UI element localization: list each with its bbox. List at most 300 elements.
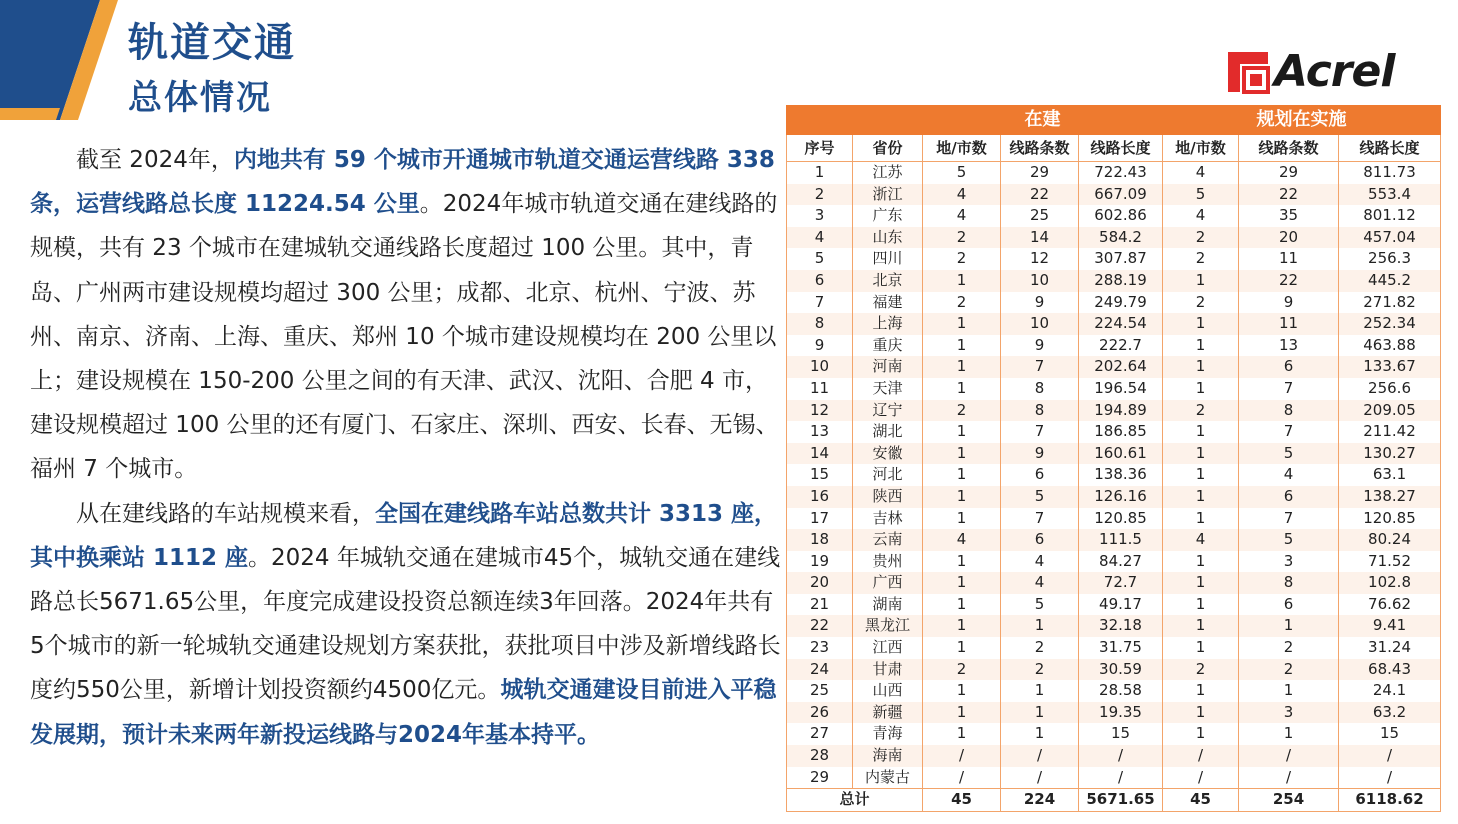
table-cell: 1 (923, 443, 1001, 465)
table-cell: 28 (787, 745, 853, 767)
acrel-logo (1226, 48, 1394, 96)
table-cell: 3 (1239, 551, 1339, 573)
p2-highlight-1: 全国在建线路车站总数共计 3313 座，其中换乘站 1112 座 (30, 500, 778, 571)
table-cell: 1 (1239, 615, 1339, 637)
table-cell: 4 (1001, 551, 1079, 573)
table-cell: 6 (1239, 594, 1339, 616)
table-cell: 68.43 (1339, 659, 1441, 681)
table-cell: 17 (787, 508, 853, 530)
table-cell: 湖北 (853, 421, 923, 443)
table-cell: 1 (923, 335, 1001, 357)
table-cell: 1 (923, 270, 1001, 292)
table-cell: 249.79 (1079, 292, 1163, 314)
table-cell: 6 (1001, 529, 1079, 551)
table-cell: 山西 (853, 680, 923, 702)
table-row (787, 572, 1441, 594)
table-cell: 8 (1001, 378, 1079, 400)
table-cell: 1 (1163, 615, 1239, 637)
table-cell: / (1239, 745, 1339, 767)
table-cell: 12 (787, 400, 853, 422)
table-cell: 2 (1163, 400, 1239, 422)
table-cell: 1 (1163, 335, 1239, 357)
table-cell: 1 (1163, 508, 1239, 530)
table-cell: 1 (923, 637, 1001, 659)
table-cell: 9 (1001, 335, 1079, 357)
table-cell: 31.75 (1079, 637, 1163, 659)
table-cell: 30.59 (1079, 659, 1163, 681)
table-cell: 1 (1239, 723, 1339, 745)
table-cell: 63.2 (1339, 702, 1441, 724)
table-cell: 463.88 (1339, 335, 1441, 357)
table-cell: 2 (1001, 637, 1079, 659)
table-cell: 20 (787, 572, 853, 594)
table-cell: 7 (1001, 356, 1079, 378)
group-header-under-construction: 在建 (923, 106, 1163, 135)
table-cell: 2 (1163, 248, 1239, 270)
table-cell: 211.42 (1339, 421, 1441, 443)
table-cell: 6 (787, 270, 853, 292)
table-cell: 5 (923, 162, 1001, 184)
table-cell: 13 (1239, 335, 1339, 357)
table-cell: 1 (923, 486, 1001, 508)
table-cell: 584.2 (1079, 227, 1163, 249)
total-cell: 254 (1239, 789, 1339, 812)
table-cell: 广东 (853, 205, 923, 227)
table-cell: 553.4 (1339, 184, 1441, 206)
table-cell: 1 (1001, 680, 1079, 702)
table-cell: 1 (923, 551, 1001, 573)
table-cell: 7 (1239, 508, 1339, 530)
table-cell: 11 (1239, 313, 1339, 335)
table-cell: 24.1 (1339, 680, 1441, 702)
table-cell: 贵州 (853, 551, 923, 573)
table-cell: 202.64 (1079, 356, 1163, 378)
table-cell: / (1079, 745, 1163, 767)
table-cell: 7 (1001, 421, 1079, 443)
table-cell: 9 (1001, 443, 1079, 465)
table-cell: 11 (787, 378, 853, 400)
table-cell: 222.7 (1079, 335, 1163, 357)
table-cell: 1 (923, 508, 1001, 530)
table-cell: 15 (787, 464, 853, 486)
table-cell: 15 (1079, 723, 1163, 745)
table-cell: 722.43 (1079, 162, 1163, 184)
table-cell: 7 (1239, 421, 1339, 443)
table-cell: 1 (1239, 680, 1339, 702)
table-cell: 224.54 (1079, 313, 1163, 335)
table-cell: 1 (923, 723, 1001, 745)
column-header: 线路条数 (1001, 135, 1079, 162)
table-cell: 1 (923, 464, 1001, 486)
table-cell: / (1001, 767, 1079, 789)
table-cell: 22 (1239, 270, 1339, 292)
p2-highlight-2: 城轨交通建设目前进入平稳发展期，预计未来两年新投运线路与2024年基本持平。 (30, 677, 777, 748)
table-row (787, 486, 1441, 508)
table-cell: 5 (1239, 443, 1339, 465)
table-cell: 1 (1163, 378, 1239, 400)
table-cell: 1 (1163, 443, 1239, 465)
table-cell: 湖南 (853, 594, 923, 616)
page-title: 轨道交通 (128, 20, 296, 66)
table-cell: 1 (923, 594, 1001, 616)
table-total-row (787, 789, 1441, 812)
table-cell: 4 (787, 227, 853, 249)
table-cell: 14 (787, 443, 853, 465)
table-cell: 126.16 (1079, 486, 1163, 508)
table-row (787, 551, 1441, 573)
table-cell: 23 (787, 637, 853, 659)
table-cell: 196.54 (1079, 378, 1163, 400)
table-cell: 11 (1239, 248, 1339, 270)
table-cell: 13 (787, 421, 853, 443)
table-cell: / (1339, 767, 1441, 789)
table-row (787, 594, 1441, 616)
table-cell: 2 (923, 248, 1001, 270)
table-cell: 1 (1163, 464, 1239, 486)
table-row (787, 702, 1441, 724)
table-row (787, 745, 1441, 767)
table-cell: 19.35 (1079, 702, 1163, 724)
table-cell: 35 (1239, 205, 1339, 227)
table-cell: / (923, 767, 1001, 789)
table-cell: 山东 (853, 227, 923, 249)
table-cell: 1 (923, 615, 1001, 637)
logo-text: Acrel (1274, 46, 1395, 97)
table-cell: 10 (787, 356, 853, 378)
table-cell: 9.41 (1339, 615, 1441, 637)
table-cell: 27 (787, 723, 853, 745)
table-cell: 2 (1163, 659, 1239, 681)
column-header: 线路长度 (1339, 135, 1441, 162)
table-cell: 4 (923, 529, 1001, 551)
table-cell: 130.27 (1339, 443, 1441, 465)
table-cell: 1 (787, 162, 853, 184)
table-cell: 5 (1001, 486, 1079, 508)
table-cell: 1 (923, 702, 1001, 724)
table-cell: / (1239, 767, 1339, 789)
table-cell: / (923, 745, 1001, 767)
table-row (787, 723, 1441, 745)
table-cell: 青海 (853, 723, 923, 745)
table-row (787, 378, 1441, 400)
table-cell: 271.82 (1339, 292, 1441, 314)
group-header-planned: 规划在实施 (1163, 106, 1441, 135)
table-cell: 2 (1001, 659, 1079, 681)
table-row (787, 508, 1441, 530)
table-cell: 5 (787, 248, 853, 270)
table-cell: 1 (1163, 723, 1239, 745)
rail-transit-table (786, 105, 1440, 812)
table-cell: 24 (787, 659, 853, 681)
table-column-header (787, 135, 1441, 162)
table-cell: 6 (1239, 356, 1339, 378)
column-header: 地/市数 (923, 135, 1001, 162)
table-cell: 1 (923, 572, 1001, 594)
table-cell: 25 (787, 680, 853, 702)
table-cell: / (1163, 745, 1239, 767)
table-cell: 72.7 (1079, 572, 1163, 594)
table-cell: 2 (923, 292, 1001, 314)
table-cell: 1 (923, 313, 1001, 335)
table-cell: 22 (787, 615, 853, 637)
table-cell: 120.85 (1079, 508, 1163, 530)
table-cell: 浙江 (853, 184, 923, 206)
table-cell: 49.17 (1079, 594, 1163, 616)
table-cell: 15 (1339, 723, 1441, 745)
table-cell: 1 (1163, 572, 1239, 594)
table-cell: 2 (1163, 227, 1239, 249)
total-cell: 224 (1001, 789, 1079, 812)
table-cell: 陕西 (853, 486, 923, 508)
table-cell: / (1339, 745, 1441, 767)
table-cell: 6 (1001, 464, 1079, 486)
paragraph-1 (30, 138, 782, 492)
table-cell: 广西 (853, 572, 923, 594)
table-row (787, 205, 1441, 227)
table-cell: 22 (1239, 184, 1339, 206)
table-cell: 84.27 (1079, 551, 1163, 573)
table-row (787, 680, 1441, 702)
table-cell: 10 (1001, 270, 1079, 292)
table-cell: 21 (787, 594, 853, 616)
table-cell: 2 (923, 659, 1001, 681)
table-cell: 2 (1239, 637, 1339, 659)
table-cell: 120.85 (1339, 508, 1441, 530)
table-cell: 31.24 (1339, 637, 1441, 659)
table-row (787, 637, 1441, 659)
table-cell: 吉林 (853, 508, 923, 530)
table-cell: 9 (1001, 292, 1079, 314)
table-cell: 71.52 (1339, 551, 1441, 573)
table-row (787, 659, 1441, 681)
table-cell: 4 (923, 184, 1001, 206)
table-cell: 3 (1239, 702, 1339, 724)
table-cell: 102.8 (1339, 572, 1441, 594)
table-cell: 1 (1001, 702, 1079, 724)
table-row (787, 421, 1441, 443)
total-cell: 45 (923, 789, 1001, 812)
table-cell: 9 (1239, 292, 1339, 314)
table-cell: 4 (1163, 205, 1239, 227)
table-cell: 26 (787, 702, 853, 724)
body-text (30, 138, 782, 757)
table-cell: 252.34 (1339, 313, 1441, 335)
table-cell: 2 (1239, 659, 1339, 681)
p2-text-1: 从在建线路的车站规模来看， (76, 500, 375, 527)
table-cell: 1 (1001, 723, 1079, 745)
table-cell: 黑龙江 (853, 615, 923, 637)
corner-decoration (0, 0, 130, 120)
table-cell: 288.19 (1079, 270, 1163, 292)
table-cell: 194.89 (1079, 400, 1163, 422)
table-row (787, 292, 1441, 314)
table-cell: 256.6 (1339, 378, 1441, 400)
table-cell: 江西 (853, 637, 923, 659)
table-cell: 457.04 (1339, 227, 1441, 249)
table-cell: 1 (1163, 486, 1239, 508)
table-cell: 4 (1163, 162, 1239, 184)
table-cell: 新疆 (853, 702, 923, 724)
column-header: 线路长度 (1079, 135, 1163, 162)
table-row (787, 529, 1441, 551)
table-cell: 1 (1163, 313, 1239, 335)
table-row (787, 464, 1441, 486)
total-cell: 6118.62 (1339, 789, 1441, 812)
table-cell: 重庆 (853, 335, 923, 357)
table-group-header (787, 106, 1441, 135)
table-row (787, 248, 1441, 270)
table-cell: 602.86 (1079, 205, 1163, 227)
p1-highlight-1: 内地共有 59 个城市开通城市轨道交通运营线路 338 条，运营线路总长度 11224.54 公里 (30, 147, 775, 218)
table-cell: 811.73 (1339, 162, 1441, 184)
group-header-blank (787, 106, 923, 135)
table-cell: 445.2 (1339, 270, 1441, 292)
table-cell: 209.05 (1339, 400, 1441, 422)
table-cell: 111.5 (1079, 529, 1163, 551)
table-cell: 8 (1239, 400, 1339, 422)
table-cell: 上海 (853, 313, 923, 335)
table-row (787, 162, 1441, 184)
p1-text-1: 截至 2024年， (76, 147, 234, 173)
column-header: 省份 (853, 135, 923, 162)
column-header: 序号 (787, 135, 853, 162)
table-cell: 10 (1001, 313, 1079, 335)
column-header: 线路条数 (1239, 135, 1339, 162)
table-cell: 14 (1001, 227, 1079, 249)
table-row (787, 227, 1441, 249)
table-cell: 76.62 (1339, 594, 1441, 616)
table-cell: 28.58 (1079, 680, 1163, 702)
table-cell: 256.3 (1339, 248, 1441, 270)
table-cell: 7 (1239, 378, 1339, 400)
table-cell: 80.24 (1339, 529, 1441, 551)
table-cell: 63.1 (1339, 464, 1441, 486)
table-cell: 8 (787, 313, 853, 335)
table-cell: 29 (1001, 162, 1079, 184)
table-cell: 138.27 (1339, 486, 1441, 508)
table-cell: 801.12 (1339, 205, 1441, 227)
table-cell: / (1079, 767, 1163, 789)
table-cell: 19 (787, 551, 853, 573)
table-cell: 1 (1163, 702, 1239, 724)
table-row (787, 615, 1441, 637)
table-cell: 667.09 (1079, 184, 1163, 206)
table-row (787, 313, 1441, 335)
table-cell: 5 (1001, 594, 1079, 616)
table-cell: 四川 (853, 248, 923, 270)
table-row (787, 400, 1441, 422)
table-cell: 4 (1239, 464, 1339, 486)
table-cell: 4 (1163, 529, 1239, 551)
table-cell: 160.61 (1079, 443, 1163, 465)
table-cell: 4 (1001, 572, 1079, 594)
table-cell: 307.87 (1079, 248, 1163, 270)
p2-text-2: 。2024 年城轨交通在建城市45个，城轨交通在建线路总长5671.65公里，年度完成建设投资总额连续3年回落。2024年共有5个城市的新一轮城轨交通建设规划方案获批，获批项目中涉及新增线路长度约550公里，新增计划投资额约4500亿元。 (30, 544, 781, 704)
table-cell: 186.85 (1079, 421, 1163, 443)
table-cell: 18 (787, 529, 853, 551)
table-cell: / (1163, 767, 1239, 789)
table-cell: 25 (1001, 205, 1079, 227)
table-cell: 5 (1163, 184, 1239, 206)
table-cell: 河南 (853, 356, 923, 378)
total-cell: 总计 (787, 789, 923, 812)
table-body (787, 162, 1441, 812)
table-cell: 内蒙古 (853, 767, 923, 789)
table-cell: 2 (787, 184, 853, 206)
table-cell: 5 (1239, 529, 1339, 551)
table-row (787, 356, 1441, 378)
total-cell: 5671.65 (1079, 789, 1163, 812)
page-subtitle: 总体情况 (128, 78, 272, 118)
table-cell: / (1001, 745, 1079, 767)
table-cell: 12 (1001, 248, 1079, 270)
table-cell: 1 (923, 421, 1001, 443)
table-cell: 1 (1163, 594, 1239, 616)
table-cell: 北京 (853, 270, 923, 292)
table-cell: 8 (1239, 572, 1339, 594)
table-row (787, 767, 1441, 789)
table-cell: 1 (923, 356, 1001, 378)
column-header: 地/市数 (1163, 135, 1239, 162)
table-cell: 29 (1239, 162, 1339, 184)
table-cell: 甘肃 (853, 659, 923, 681)
table-row (787, 270, 1441, 292)
table-cell: 2 (923, 227, 1001, 249)
table-cell: 2 (1163, 292, 1239, 314)
table-row (787, 443, 1441, 465)
p1-text-2: 。2024年城市轨道交通在建线路的规模，共有 23 个城市在建城轨交通线路长度超过 100 公里。其中，青岛、广州两市建设规模均超过 300 公里；成都、北京、杭州、宁波、苏州、南京、济南、上海、重庆、郑州 10 个城市建设规模均在 200 公里以上；建设规模在 150-200 公里之间的有天津、武汉、沈阳、合肥 4 市，建设规模超过 100 公里的还有厦门、石家庄、深圳、西安、长春、无锡、福州 7 个城市。 (30, 191, 779, 483)
table-cell: 16 (787, 486, 853, 508)
table-cell: 22 (1001, 184, 1079, 206)
table-cell: 海南 (853, 745, 923, 767)
table-cell: 1 (1163, 356, 1239, 378)
table-cell: 20 (1239, 227, 1339, 249)
table-cell: 4 (923, 205, 1001, 227)
table-cell: 138.36 (1079, 464, 1163, 486)
table-cell: 3 (787, 205, 853, 227)
table-cell: 9 (787, 335, 853, 357)
table-cell: 云南 (853, 529, 923, 551)
table-cell: 福建 (853, 292, 923, 314)
total-cell: 45 (1163, 789, 1239, 812)
paragraph-2 (30, 492, 782, 757)
table-cell: 7 (787, 292, 853, 314)
table-cell: 江苏 (853, 162, 923, 184)
table-cell: 8 (1001, 400, 1079, 422)
table-cell: 2 (923, 400, 1001, 422)
table-cell: 29 (787, 767, 853, 789)
table-cell: 辽宁 (853, 400, 923, 422)
table-row (787, 335, 1441, 357)
acrel-logo-icon (1226, 50, 1270, 94)
table-cell: 安徽 (853, 443, 923, 465)
table-cell: 天津 (853, 378, 923, 400)
table-cell: 7 (1001, 508, 1079, 530)
table-cell: 133.67 (1339, 356, 1441, 378)
table-cell: 6 (1239, 486, 1339, 508)
table-cell: 河北 (853, 464, 923, 486)
table-cell: 1 (1163, 551, 1239, 573)
table-row (787, 184, 1441, 206)
table-cell: 1 (1163, 421, 1239, 443)
table-cell: 32.18 (1079, 615, 1163, 637)
table-cell: 1 (1163, 270, 1239, 292)
table-cell: 1 (923, 680, 1001, 702)
table-cell: 1 (1163, 680, 1239, 702)
table-cell: 1 (923, 378, 1001, 400)
table-cell: 1 (1001, 615, 1079, 637)
table-cell: 1 (1163, 637, 1239, 659)
